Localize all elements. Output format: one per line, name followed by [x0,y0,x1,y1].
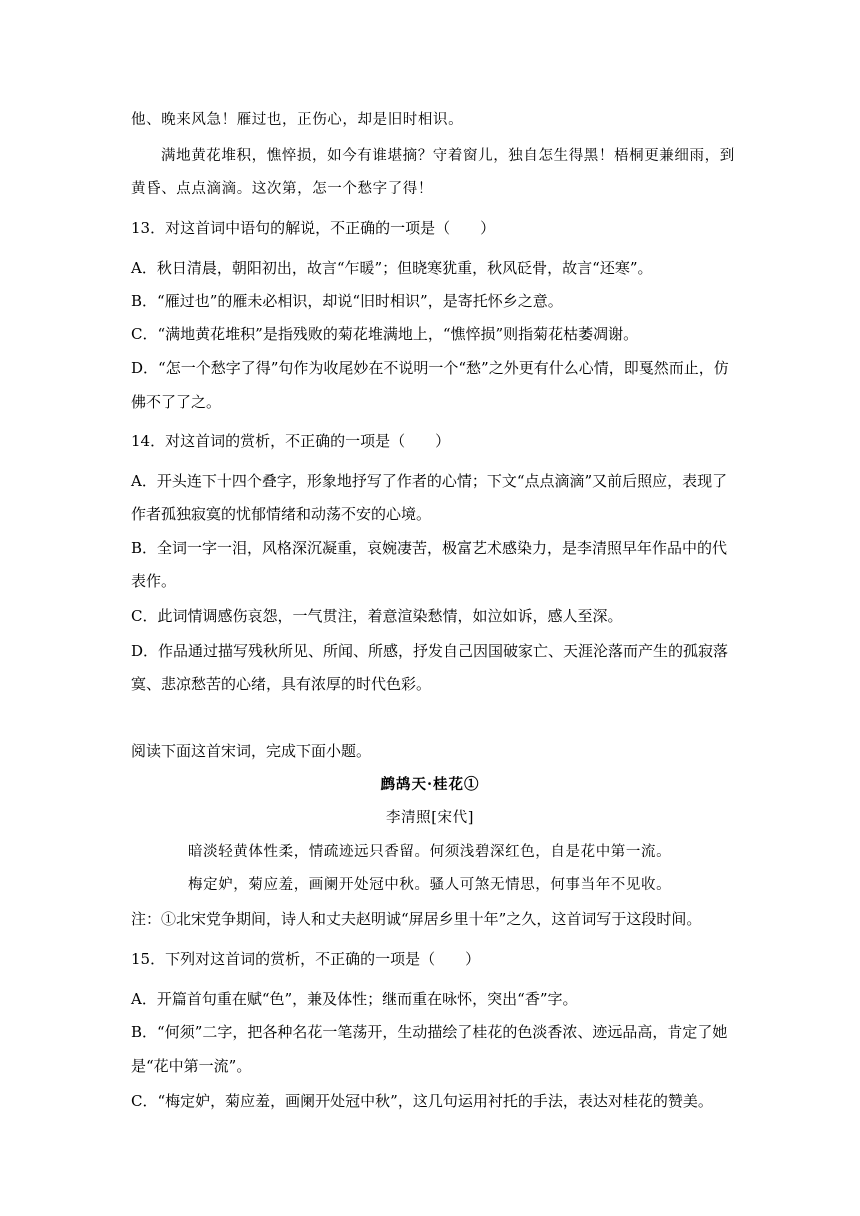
question-13-stem: 13．对这首词中语句的解说，不正确的一项是（ ） [131,219,496,237]
question-14-stem: 14．对这首词的赏析，不正确的一项是（ ） [131,432,451,450]
poem-text-line: 他、晚来风急！雁过也，正伤心，却是旧时相识。 [131,112,464,128]
question-13-option-d-cont: 佛不了了之。 [131,393,222,411]
question-15-option-a: A．开篇首句重在赋“色”，兼及体性；继而重在咏怀，突出“香”字。 [131,990,578,1008]
question-14-option-d: D．作品通过描写残秋所见、所闻、所感，抒发自己因国破家亡、天涯沦落而产生的孤寂落 [131,642,729,660]
question-13-option-d: D．“怎一个愁字了得”句作为收尾妙在不说明一个“愁”之外更有什么心情，即戛然而止，仿 [131,359,729,377]
question-14-option-c: C．此词情调感伤哀怨，一气贯注，着意渲染愁情，如泣如诉，感人至深。 [131,607,623,625]
question-15-option-c: C．“梅定妒，菊应羞，画阑开处冠中秋”，这几句运用衬托的手法，表达对桂花的赞美。 [131,1092,713,1110]
poem-author: 李清照[宋代] [385,810,474,826]
poem-text-line: 黄昏、点点滴滴。这次第，怎一个愁字了得！ [131,181,433,197]
poem-text-line: 满地黄花堆积，憔悴损，如今有谁堪摘？守着窗儿，独自怎生得黑！梧桐更兼细雨，到 [161,148,735,164]
question-14-option-a-cont: 作者孤独寂寞的忧郁情绪和动荡不安的心境。 [131,505,432,523]
poem-note: 注：①北宋党争期间，诗人和丈夫赵明诚“屏居乡里十年”之久，这首词写于这段时间。 [131,910,702,928]
question-15-option-b-cont: 是“花中第一流”。 [131,1057,252,1075]
question-14-option-a: A．开头连下十四个叠字，形象地抒写了作者的心情；下文“点点滴滴”又前后照应，表现了 [131,472,728,490]
question-14-option-b-cont: 表作。 [131,572,177,590]
poem-line-2: 梅定妒，菊应羞，画阑开处冠中秋。骚人可煞无情思，何事当年不见收。 [188,877,672,893]
question-15-stem: 15．下列对这首词的赏析，不正确的一项是（ ） [131,950,481,968]
question-13-option-c: C．“满地黄花堆积”是指残败的菊花堆满地上，“憔悴损”则指菊花枯萎凋谢。 [131,325,639,343]
question-13-option-b: B．“雁过也”的雁未必相识，却说“旧时相识”，是寄托怀乡之意。 [131,292,563,310]
question-13-option-a: A．秋日清晨，朝阳初出，故言“乍暖”；但晓寒犹重，秋风砭骨，故言“还寒”。 [131,259,653,277]
question-15-option-b: B．“何须”二字，把各种名花一笔荡开，生动描绘了桂花的色淡香浓、迹远品高，肯定了她 [131,1023,728,1041]
question-14-option-d-cont: 寞、悲凉愁苦的心绪，具有浓厚的时代色彩。 [131,675,432,693]
poem-line-1: 暗淡轻黄体性柔，情疏迹远只香留。何须浅碧深红色，自是花中第一流。 [188,844,672,860]
poem-title: 鹧鸪天·桂花① [380,776,480,793]
reading-instruction: 阅读下面这首宋词，完成下面小题。 [131,742,372,760]
question-14-option-b: B．全词一字一泪，风格深沉凝重，哀婉凄苦，极富艺术感染力，是李清照早年作品中的代 [131,539,728,557]
